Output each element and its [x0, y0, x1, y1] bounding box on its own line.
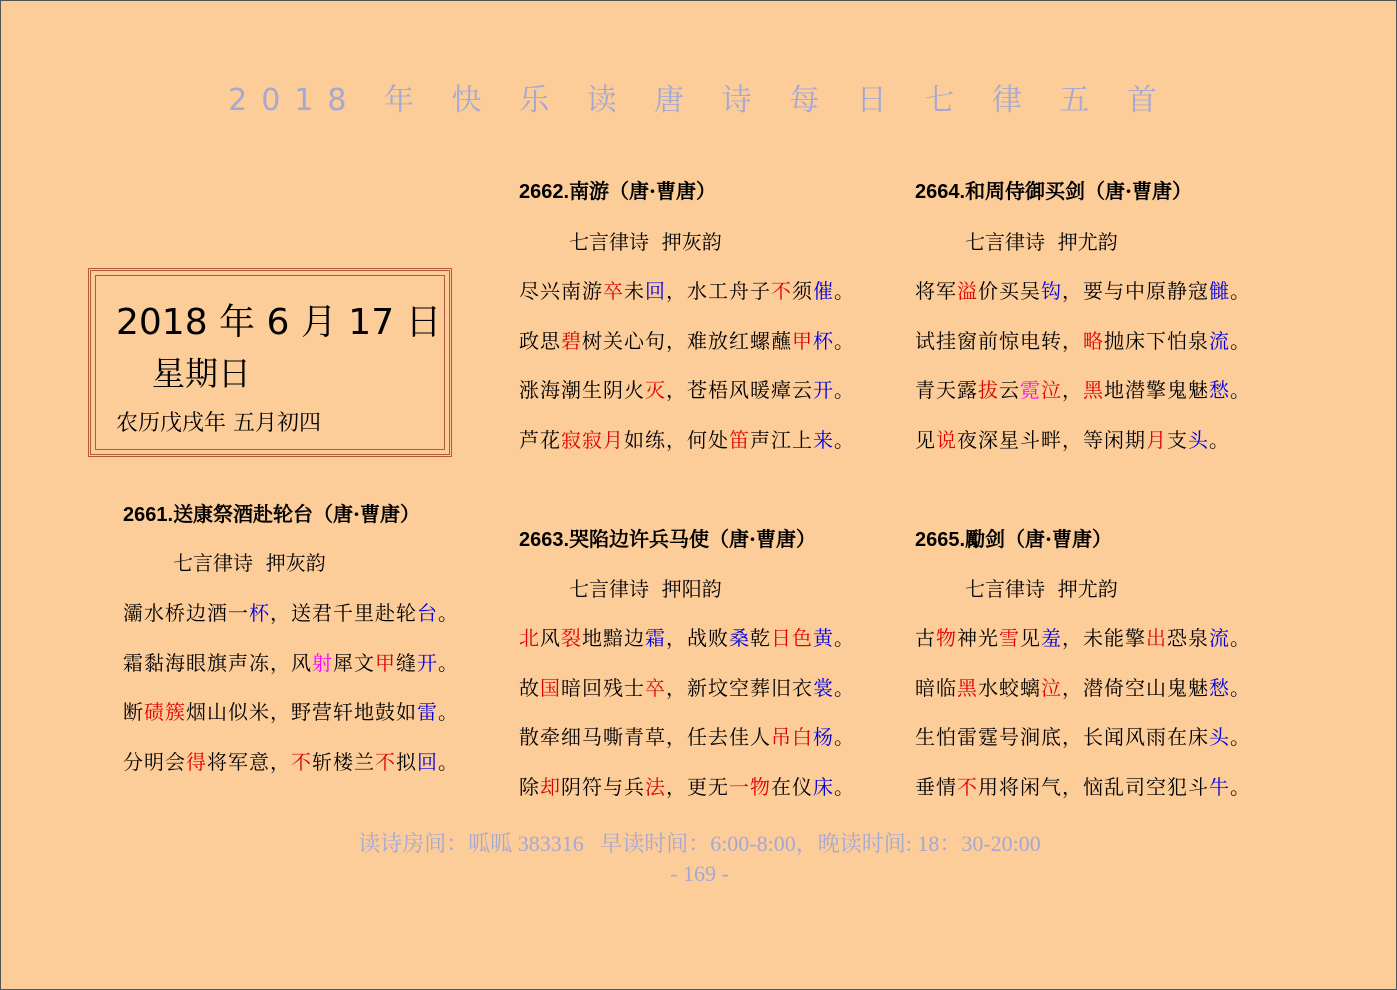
- poem-line: [123, 746, 459, 775]
- rhyme-highlight: 一物: [729, 775, 771, 799]
- poem-text: 抛床下怕泉: [1104, 329, 1209, 353]
- poem-title: [915, 523, 1112, 552]
- rhyme-highlight: 回: [417, 750, 438, 774]
- poem-title-text: 送康祭酒赴轮台（唐·曹唐）: [173, 502, 421, 526]
- rhyme-highlight: 黑: [1083, 378, 1104, 402]
- poem-text: 云: [999, 378, 1020, 402]
- poem-text: 除: [519, 775, 540, 799]
- rhyme-highlight: 不: [957, 775, 978, 799]
- rhyme-highlight: 霓: [1020, 378, 1041, 402]
- poem-text: 。: [834, 676, 855, 700]
- poem-text: ，战败: [666, 626, 729, 650]
- poem-line: [915, 424, 1230, 453]
- poem-2662: [519, 175, 855, 452]
- rhyme-highlight: 物: [936, 626, 957, 650]
- poem-text: ，更无: [666, 775, 729, 799]
- poem-line: [519, 325, 855, 354]
- poem-text: 。: [1230, 329, 1251, 353]
- page-number: - 169 -: [670, 861, 729, 886]
- poem-text: 须: [792, 279, 813, 303]
- poem-line: [915, 721, 1251, 750]
- poem-text: 涨海潮生阴火: [519, 378, 645, 402]
- rhyme-highlight: 卒: [603, 279, 624, 303]
- poem-text: 一: [228, 601, 249, 625]
- poem-line: [915, 374, 1251, 403]
- rhyme-highlight: 北: [519, 626, 540, 650]
- poem-text: 。: [1230, 725, 1251, 749]
- rhyme-highlight: 卒: [645, 676, 666, 700]
- poem-text: 见: [1020, 626, 1041, 650]
- rhyme-highlight: 愁: [1209, 676, 1230, 700]
- rhyme-highlight: 杯: [813, 329, 834, 353]
- poem-title-text: 哭陷边许兵马使（唐·曹唐）: [569, 527, 817, 551]
- poem-line: [915, 275, 1251, 304]
- poem-text: 霜黏海眼旗声冻，风: [123, 651, 312, 675]
- poem-text: ，苍梧风暖瘴云: [666, 378, 813, 402]
- rhyme-highlight: 不: [291, 750, 312, 774]
- rhyme-highlight: 催: [813, 279, 834, 303]
- rhyme-highlight: 得: [186, 750, 207, 774]
- rhyme-highlight: 碧: [561, 329, 582, 353]
- poem-text: 树关心句，难放红螺蘸: [582, 329, 792, 353]
- rhyme-highlight: 霜: [645, 626, 666, 650]
- rhyme-highlight: 说: [936, 428, 957, 452]
- poem-text: 。: [834, 725, 855, 749]
- rhyme-highlight: 杨: [813, 725, 834, 749]
- poem-title: [519, 523, 816, 552]
- poem-text: 故: [519, 676, 540, 700]
- rhyme-highlight: 碛簇: [144, 700, 186, 724]
- poem-meter: 七言律诗 押灰韵: [569, 230, 722, 254]
- poem-text: 地潜擎鬼魅: [1104, 378, 1209, 402]
- poem-line: [519, 374, 855, 403]
- poem-text: 。: [834, 378, 855, 402]
- poem-line: [123, 647, 459, 676]
- rhyme-highlight: 床: [813, 775, 834, 799]
- poem-text: 试挂窗前惊电转，: [915, 329, 1083, 353]
- poem-text: 。: [834, 329, 855, 353]
- rhyme-highlight: 出: [1146, 626, 1167, 650]
- rhyme-highlight: 溢: [957, 279, 978, 303]
- poem-text: 见: [915, 428, 936, 452]
- poem-title: [519, 175, 716, 204]
- poem-line: [519, 771, 855, 800]
- rhyme-highlight: 裳: [813, 676, 834, 700]
- poem-line: [519, 622, 855, 651]
- poem-text: 散牵细马嘶青草，任去佳人: [519, 725, 771, 749]
- rhyme-highlight: 拔: [978, 378, 999, 402]
- poem-text: 。: [438, 601, 459, 625]
- poem-meter: 七言律诗 押灰韵: [173, 551, 326, 575]
- rhyme-highlight: 愁: [1209, 378, 1230, 402]
- rhyme-highlight: 甲: [375, 651, 396, 675]
- poem-text: 尽兴南游: [519, 279, 603, 303]
- rhyme-highlight: 雪: [999, 626, 1020, 650]
- poem-title: [915, 175, 1192, 204]
- poem-text: 斩楼兰: [312, 750, 375, 774]
- poem-text: 恐泉: [1167, 626, 1209, 650]
- poem-text: ，送君千里赴轮: [270, 601, 417, 625]
- poem-2661: [123, 498, 459, 774]
- poem-2663: [519, 523, 855, 799]
- rhyme-highlight: 来: [813, 428, 834, 452]
- date-box: [88, 268, 452, 457]
- poem-text: 古: [915, 626, 936, 650]
- poem-text: ，水工舟子: [666, 279, 771, 303]
- poem-text: ，潜倚空山鬼魅: [1062, 676, 1209, 700]
- poem-text: 灞水桥边酒: [123, 601, 228, 625]
- rhyme-highlight: 略: [1083, 329, 1104, 353]
- poem-text: 。: [834, 428, 855, 452]
- poem-line: [915, 325, 1251, 354]
- rhyme-highlight: 桑: [729, 626, 750, 650]
- poem-line: [915, 672, 1251, 701]
- poem-line: [123, 696, 459, 725]
- poem-text: 。: [1230, 279, 1251, 303]
- poem-text: 生怕雷霆号涧底，长闻风雨在床: [915, 725, 1209, 749]
- poem-text: 。: [1230, 378, 1251, 402]
- poem-text: ，: [1062, 378, 1083, 402]
- rhyme-highlight: 法: [645, 775, 666, 799]
- poem-text: 声江上: [750, 428, 813, 452]
- rhyme-highlight: 笛: [729, 428, 750, 452]
- poem-text: 犀文: [333, 651, 375, 675]
- poem-text: 缝: [396, 651, 417, 675]
- rhyme-highlight: 流: [1209, 626, 1230, 650]
- rhyme-highlight: 牛: [1209, 775, 1230, 799]
- rhyme-highlight: 国: [540, 676, 561, 700]
- rhyme-highlight: 泣: [1041, 676, 1062, 700]
- poem-text: 。: [834, 279, 855, 303]
- poem-line: [519, 275, 855, 304]
- poem-text: 如练，何处: [624, 428, 729, 452]
- rhyme-highlight: 钩: [1041, 279, 1062, 303]
- rhyme-highlight: 不: [771, 279, 792, 303]
- poem-text: 风: [540, 626, 561, 650]
- poem-text: 神光: [957, 626, 999, 650]
- lunar-date: 农历戊戌年 五月初四: [116, 411, 321, 436]
- rhyme-highlight: 寂寂月: [561, 428, 624, 452]
- poem-text: 拟: [396, 750, 417, 774]
- weekday: 星期日: [152, 354, 251, 393]
- rhyme-highlight: 吊白: [771, 725, 813, 749]
- poem-text: 将军: [915, 279, 957, 303]
- rhyme-highlight: 开: [813, 378, 834, 402]
- rhyme-highlight: 开: [417, 651, 438, 675]
- poem-meter: 七言律诗 押尤韵: [965, 577, 1118, 601]
- rhyme-highlight: 甲: [792, 329, 813, 353]
- rhyme-highlight: 日色: [771, 626, 813, 650]
- poem-meter: 七言律诗 押阳韵: [569, 577, 722, 601]
- poem-number: 2663.: [519, 529, 570, 551]
- rhyme-highlight: 黄: [813, 626, 834, 650]
- poem-text: 垂情: [915, 775, 957, 799]
- rhyme-highlight: 射: [312, 651, 333, 675]
- rhyme-highlight: 台: [417, 601, 438, 625]
- poem-number: 2662.: [519, 181, 570, 203]
- page-header: 2018 年 快 乐 读 唐 诗 每 日 七 律 五 首: [228, 83, 1171, 118]
- poem-text: 支: [1167, 428, 1188, 452]
- rhyme-highlight: 却: [540, 775, 561, 799]
- poem-text: 水蛟螭: [978, 676, 1041, 700]
- poem-text: 。: [834, 626, 855, 650]
- rhyme-highlight: 杯: [249, 601, 270, 625]
- footer-info: 读诗房间：呱呱 383316 早读时间：6:00-8:00，晚读时间: 18：30-20:00: [358, 831, 1041, 856]
- poem-text: 烟山似米，野营轩地鼓如: [186, 700, 417, 724]
- rhyme-highlight: 不: [375, 750, 396, 774]
- poem-text: 暗临: [915, 676, 957, 700]
- poem-title-text: 和周侍御买剑（唐·曹唐）: [965, 179, 1193, 203]
- poem-line: [519, 721, 855, 750]
- poem-line: [519, 672, 855, 701]
- rhyme-highlight: 裂: [561, 626, 582, 650]
- rhyme-highlight: 泣: [1041, 378, 1062, 402]
- poem-text: ，新坟空葬旧衣: [666, 676, 813, 700]
- poem-text: 夜深星斗畔，等闲期: [957, 428, 1146, 452]
- poem-text: 未: [624, 279, 645, 303]
- date-line: 2018 年 6 月 17 日: [116, 302, 442, 343]
- poem-text: 价买吴: [978, 279, 1041, 303]
- rhyme-highlight: 头: [1209, 725, 1230, 749]
- rhyme-highlight: 黑: [957, 676, 978, 700]
- poem-text: 乾: [750, 626, 771, 650]
- rhyme-highlight: 头: [1188, 428, 1209, 452]
- poem-text: 用将闲气，恼乱司空犯斗: [978, 775, 1209, 799]
- rhyme-highlight: 流: [1209, 329, 1230, 353]
- poem-text: 阴符与兵: [561, 775, 645, 799]
- poem-text: 地黯边: [582, 626, 645, 650]
- poem-text: 在仪: [771, 775, 813, 799]
- poem-text: 将军意，: [207, 750, 291, 774]
- poem-number: 2664.: [915, 181, 966, 203]
- rhyme-highlight: 灭: [645, 378, 666, 402]
- poem-text: 。: [834, 775, 855, 799]
- rhyme-highlight: 羞: [1041, 626, 1062, 650]
- date-box-inner: [95, 275, 445, 450]
- poem-text: 青天露: [915, 378, 978, 402]
- poem-title-text: 勵剑（唐·曹唐）: [965, 527, 1113, 551]
- poem-text: 。: [1230, 626, 1251, 650]
- poem-line: [915, 771, 1251, 800]
- poem-number: 2665.: [915, 529, 966, 551]
- poem-text: ，要与中原静寇: [1062, 279, 1209, 303]
- poem-meter: 七言律诗 押尤韵: [965, 230, 1118, 254]
- poem-title-text: 南游（唐·曹唐）: [569, 179, 717, 203]
- poem-text: 分明会: [123, 750, 186, 774]
- rhyme-highlight: 雷: [417, 700, 438, 724]
- rhyme-highlight: 雠: [1209, 279, 1230, 303]
- poem-line: [915, 622, 1251, 651]
- poem-text: 暗回残士: [561, 676, 645, 700]
- poem-text: 芦花: [519, 428, 561, 452]
- poem-text: 。: [438, 750, 459, 774]
- poem-text: ，未能擎: [1062, 626, 1146, 650]
- poem-title: [123, 498, 420, 527]
- poem-line: [123, 597, 459, 626]
- poem-text: 政思: [519, 329, 561, 353]
- poem-number: 2661.: [123, 504, 174, 526]
- poem-line: [519, 424, 855, 453]
- poem-text: 。: [1230, 775, 1251, 799]
- poem-2664: [915, 175, 1251, 452]
- rhyme-highlight: 月: [1146, 428, 1167, 452]
- poem-2665: [915, 523, 1251, 799]
- poem-text: 。: [438, 700, 459, 724]
- poem-text: 。: [1209, 428, 1230, 452]
- rhyme-highlight: 回: [645, 279, 666, 303]
- poem-text: 。: [438, 651, 459, 675]
- poem-text: 。: [1230, 676, 1251, 700]
- poem-text: 断: [123, 700, 144, 724]
